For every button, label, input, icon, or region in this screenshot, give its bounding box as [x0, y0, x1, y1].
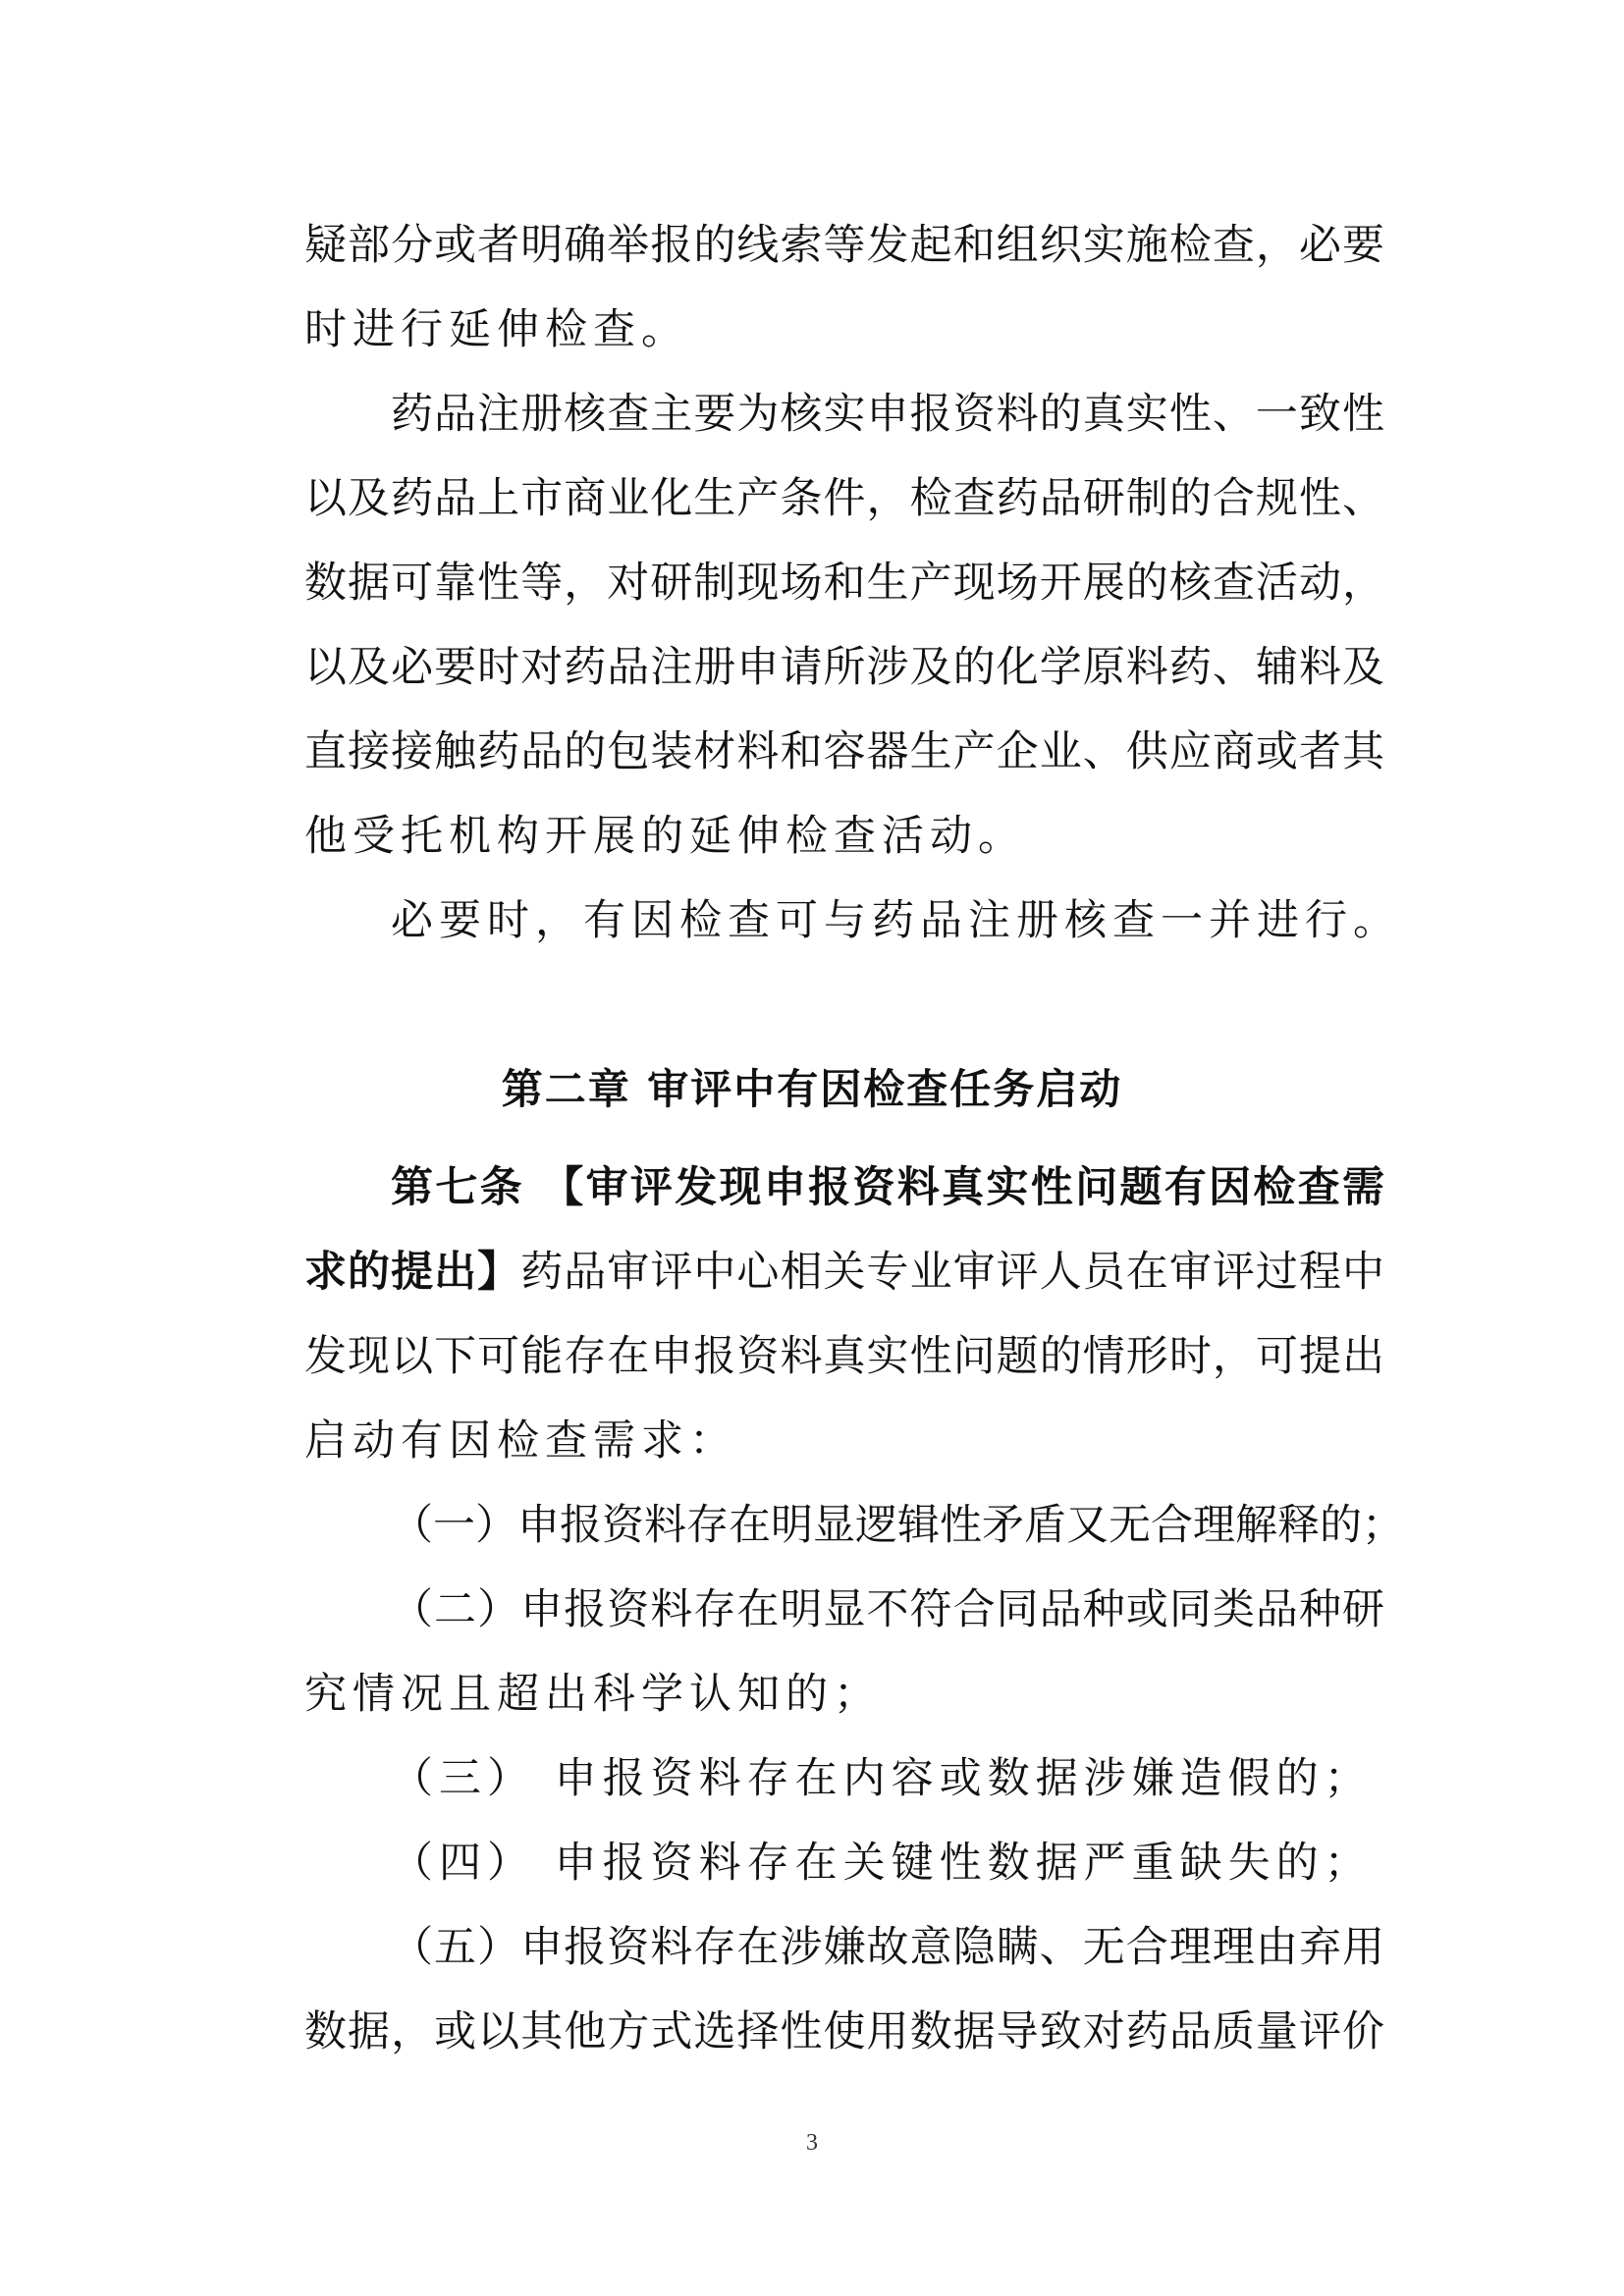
article-7-line-2-text: 药品审评中心相关专业审评人员在审评过程中	[520, 1248, 1385, 1297]
paragraph-2-line-5: 直接接触药品的包装材料和容器生产企业、供应商或者其	[304, 727, 1384, 776]
paragraph-2-line-3: 数据可靠性等，对研制现场和生产现场开展的核查活动，	[304, 559, 1384, 608]
paragraph-2-line-4: 以及必要时对药品注册申请所涉及的化学原料药、辅料及	[304, 643, 1384, 692]
paragraph-2-line-6: 他受托机构开展的延伸检查活动。	[304, 812, 1026, 861]
item-3: （三） 申报资料存在内容或数据涉嫌造假的；	[391, 1754, 1373, 1803]
article-7-line-4: 启动有因检查需求：	[304, 1416, 737, 1466]
article-7-line-3: 发现以下可能存在申报资料真实性问题的情形时，可提出	[304, 1332, 1384, 1381]
item-5-line-2: 数据，或以其他方式选择性使用数据导致对药品质量评价	[304, 2007, 1384, 2056]
paragraph-2-line-1: 药品注册核查主要为核实申报资料的真实性、一致性	[391, 390, 1384, 439]
item-5-line-1: （五）申报资料存在涉嫌故意隐瞒、无合理理由弃用	[391, 1923, 1384, 1972]
page-number: 3	[806, 2130, 818, 2156]
chapter-heading: 第二章 审评中有因检查任务启动	[501, 1065, 1123, 1113]
paragraph-1-line-1: 疑部分或者明确举报的线索等发起和组织实施检查，必要	[304, 221, 1384, 270]
item-1: （一）申报资料存在明显逻辑性矛盾又无合理解释的；	[391, 1501, 1404, 1550]
paragraph-3-line-1: 必要时，有因检查可与药品注册核查一并进行。	[391, 896, 1401, 945]
item-2-line-1: （二）申报资料存在明显不符合同品种或同类品种研	[391, 1585, 1384, 1634]
paragraph-2-line-2: 以及药品上市商业化生产条件，检查药品研制的合规性、	[304, 474, 1384, 523]
paragraph-1-line-2: 时进行延伸检查。	[304, 305, 689, 354]
article-7-title-line-2: 求的提出】	[304, 1248, 521, 1297]
item-2-line-2: 究情况且超出科学认知的；	[304, 1670, 882, 1719]
article-7-line-2	[304, 1243, 1384, 1302]
article-7-title-line-1: 第七条 【审评发现申报资料真实性问题有因检查需	[391, 1163, 1384, 1212]
item-4: （四） 申报资料存在关键性数据严重缺失的；	[391, 1839, 1373, 1888]
